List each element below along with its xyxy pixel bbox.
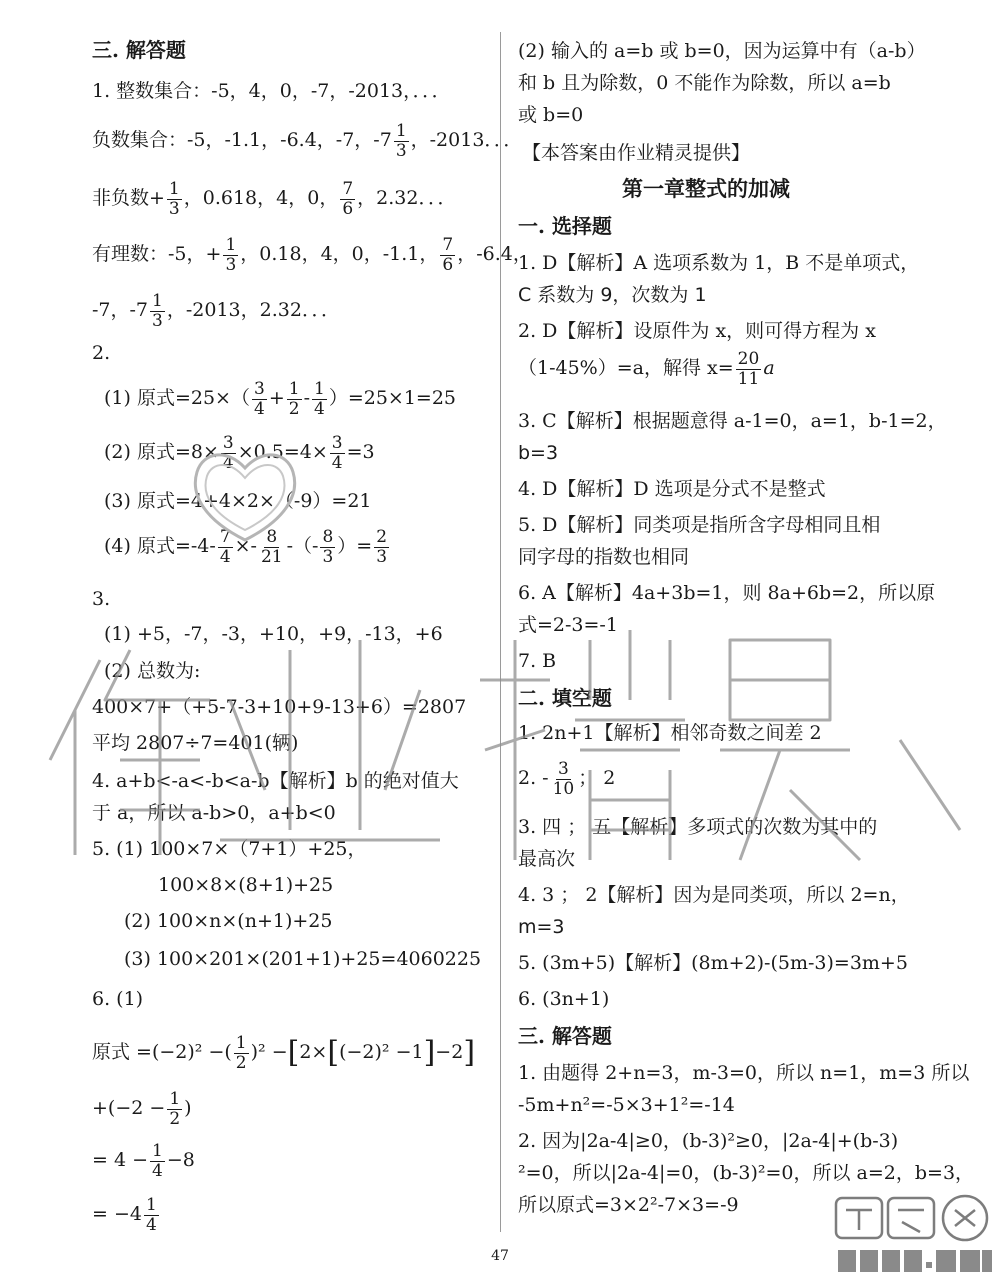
choice-2-line1: 2. D【解析】设原件为 x，则可得方程为 x [518,320,876,342]
credit-note: 【本答案由作业精灵提供】 [522,142,751,164]
choice-3-line1: 3. C【解析】根据题意得 a-1=0，a=1，b-1=2， [518,410,947,432]
section-heading-solve: 三. 解答题 [518,1024,612,1048]
choice-1-line1: 1. D【解析】A 选项系数为 1，B 不是单项式， [518,252,920,274]
q1-negatives: 负数集合：-5，-1.1，-6.4，-7，-7 $\frac{1}{3}$ ，-2013．．． [92,121,523,161]
fill-5: 5. (3m+5)【解析】(8m+2)-(5m-3)=3m+5 [518,952,908,974]
q3-line2: (2) 总数为: [104,660,201,682]
solve-2-line2: ²=0，所以|2a-4|=0，(b-3)²=0，所以 a=2，b=3， [518,1162,975,1184]
q1-rational-line2: -7，-7 $\frac{1}{3}$ ，-2013，2.32．．． [92,291,340,331]
q5-line1: 5. (1) 100×7×（7+1）+25， [92,838,367,860]
q3-line4: 平均 2807÷7=401(辆) [92,732,299,754]
fraction: $\frac{1}{4}$ [145,1195,157,1235]
seal-watermark [185,440,305,550]
fraction: $\frac{1}{2}$ [235,1033,247,1073]
fill-3-line2: 最高次 [518,848,576,870]
q6-line2: +(−2 − $\frac{1}{2}$ ) [92,1089,192,1129]
column-divider [500,32,501,1232]
q4-line2: 于 a，所以 a-b>0，a+b<0 [92,802,336,824]
q3-line1: (1) +5，-7，-3，+10，+9，-13，+6 [104,623,443,645]
fraction: $\frac{1}{3}$ [395,121,407,161]
choice-5-line2: 同字母的指数也相同 [518,546,690,568]
q1-rational-line1: 有理数：-5，+ $\frac{1}{3}$ ，0.18，4，0，-1.1， $\frac{7}{6}$ ，-6.4， [92,235,532,275]
q4-line1: 4. a+b<-a<-b<a-b【解析】b 的绝对值大 [92,770,459,792]
choice-7: 7. B [518,650,557,672]
fraction: $\frac{1}{4}$ [152,1141,163,1181]
choice-2-line2: （1-45%）=a，解得 x= $\frac{20}{11}$ a [518,349,775,389]
q5-line4: (3) 100×201×(201+1)+25=4060225 [124,948,482,970]
q6-line4: = −4 $\frac{1}{4}$ [92,1195,157,1235]
q6-number: 6. (1) [92,988,144,1010]
q5-line3: (2) 100×n×(n+1)+25 [124,910,333,932]
fraction: $\frac{1}{2}$ [288,379,300,419]
q2-line1: (1) 原式=25×（ $\frac{3}{4}$ + $\frac{1}{2}$ - $\frac{1}{4}$ ）=25×1=25 [104,379,457,419]
fraction: $\frac{7}{6}$ [442,235,454,275]
fraction: $\frac{1}{2}$ [169,1089,181,1129]
fraction: $\frac{1}{3}$ [225,235,237,275]
solve-1-line1: 1. 由题得 2+n=3，m-3=0，所以 n=1，m=3 所以 [518,1062,970,1084]
q2-line3: (3) 原式=4+4×2×（-9）=21 [104,490,372,512]
q1-nonnegatives: 非负数+ $\frac{1}{3}$ ，0.618，4，0， $\frac{7}{6}$ ，2.32．．． [92,179,457,219]
choice-1-line2: C 系数为 9，次数为 1 [518,284,707,306]
prev-answer-line2: 和 b 且为除数，0 不能作为除数，所以 a=b [518,72,891,94]
choice-6-line1: 6. A【解析】4a+3b=1，则 8a+6b=2，所以原 [518,582,936,604]
fill-6: 6. (3n+1) [518,988,610,1010]
fraction: $\frac{20}{11}$ [737,349,760,389]
q2-number: 2. [92,342,111,364]
fraction: $\frac{3}{10}$ [552,759,575,799]
page-number: 47 [491,1248,509,1264]
solve-2-line3: 所以原式=3×2²-7×3=-9 [518,1194,739,1216]
choice-4: 4. D【解析】D 选项是分式不是整式 [518,478,826,500]
fraction: $\frac{3}{4}$ [222,433,234,473]
prev-answer-line1: (2) 输入的 a=b 或 b=0，因为运算中有（a-b） [518,40,926,62]
section-heading-choice: 一. 选择题 [518,214,612,238]
fraction: $\frac{1}{4}$ [313,379,325,419]
fill-4-line2: m=3 [518,916,565,938]
prev-answer-line3: 或 b=0 [518,104,584,126]
q3-number: 3. [92,588,111,610]
choice-5-line1: 5. D【解析】同类项是指所含字母相同且相 [518,514,881,536]
q6-line1: 原式 =(−2)² −( $\frac{1}{2}$ )² −[2×[(−2)² −1]−2] [92,1033,476,1073]
q6-line3: = 4 − $\frac{1}{4}$ −8 [92,1141,195,1181]
q5-line2: 100×8×(8+1)+25 [158,874,334,896]
logo-watermark [830,1192,995,1278]
fraction: $\frac{8}{21}$ [260,527,283,567]
q2-line2: (2) 原式=8× $\frac{3}{4}$ ×0.5=4× $\frac{3}{4}$ =3 [104,433,375,473]
fill-2: 2. - $\frac{3}{10}$ ； 2 [518,759,616,799]
chapter-title: 第一章整式的加减 [622,176,790,201]
fill-3-line1: 3. 四 ； 五【解析】多项式的次数为其中的 [518,816,878,838]
fill-4-line1: 4. 3 ； 2【解析】因为是同类项，所以 2=n， [518,884,910,906]
fraction: $\frac{1}{3}$ [152,291,163,331]
choice-6-line2: 式=2-3=-1 [518,614,618,636]
fill-1: 1. 2n+1【解析】相邻奇数之间差 2 [518,722,822,744]
q2-line4: (4) 原式=-4- $\frac{7}{4}$ ×- $\frac{8}{21}$ -（- $\frac{8}{3}$ ）= $\frac{2}{3}$ [104,527,388,567]
fraction: $\frac{1}{3}$ [168,179,180,219]
section-heading-fill: 二. 填空题 [518,686,612,710]
fraction: $\frac{3}{4}$ [331,433,343,473]
q3-line3: 400×7+（+5-7-3+10+9-13+6）=2807 [92,696,467,718]
solve-2-line1: 2. 因为|2a-4|≥0，(b-3)²≥0，|2a-4|+(b-3) [518,1130,899,1152]
section-heading: 三. 解答题 [92,38,186,62]
fraction: $\frac{8}{3}$ [322,527,334,567]
choice-3-line2: b=3 [518,442,559,464]
solve-1-line2: -5m+n²=-5×3+1²=-14 [518,1094,735,1116]
fraction: $\frac{2}{3}$ [376,527,388,567]
fraction: $\frac{7}{6}$ [342,179,354,219]
q1-integers: 1. 整数集合：-5，4，0，-7，-2013，．．． [92,80,451,102]
fraction: $\frac{7}{4}$ [219,527,231,567]
fraction: $\frac{3}{4}$ [253,379,265,419]
